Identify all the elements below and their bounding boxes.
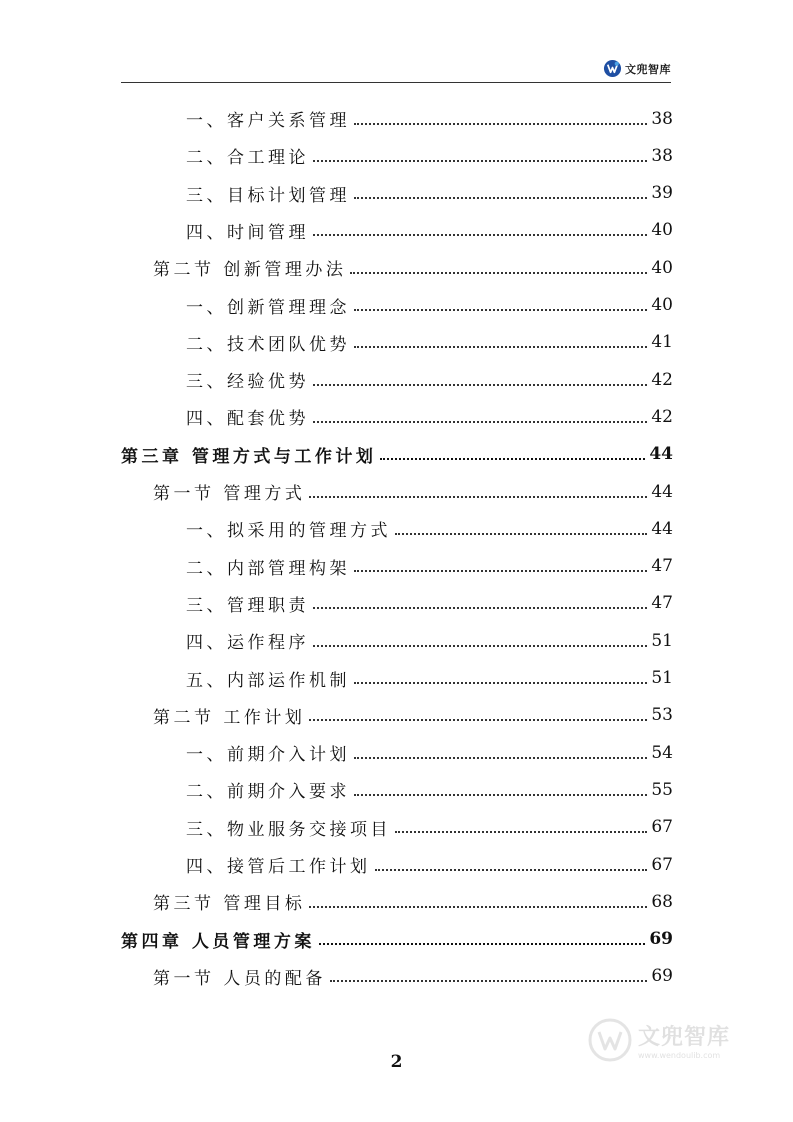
toc-dot-leader xyxy=(354,197,647,199)
toc-dot-leader xyxy=(354,309,647,311)
toc-entry-title: 一、创新管理理念 xyxy=(186,297,350,318)
toc-entry-page: 40 xyxy=(651,257,673,278)
toc-entry-item[interactable] xyxy=(186,287,673,324)
toc-dot-leader xyxy=(313,421,647,423)
watermark-name: 文兜智库 xyxy=(638,1025,731,1050)
toc-entry-page: 69 xyxy=(649,929,673,950)
toc-entry-title: 一、客户关系管理 xyxy=(186,111,350,131)
toc-dot-leader xyxy=(319,943,645,945)
toc-entry-title: 第四章 人员管理方案 xyxy=(121,931,315,952)
toc-entry-page: 38 xyxy=(651,145,673,166)
toc-entry-page: 51 xyxy=(651,630,673,651)
header-logo-text: 文兜智库 xyxy=(625,62,671,76)
toc-dot-leader xyxy=(313,384,647,386)
toc-entry-page: 67 xyxy=(651,817,673,838)
toc-entry-item[interactable] xyxy=(186,398,673,435)
toc-dot-leader xyxy=(354,123,647,125)
toc-entry-item[interactable] xyxy=(186,548,673,585)
toc-entry-page: 39 xyxy=(651,183,673,204)
toc-entry-title: 四、运作程序 xyxy=(186,633,309,654)
toc-dot-leader xyxy=(375,869,648,871)
toc-entry-item[interactable] xyxy=(186,137,673,174)
toc-entry-page: 47 xyxy=(651,593,673,614)
toc-entry-title: 五、内部运作机制 xyxy=(186,670,350,691)
toc-entry-item[interactable] xyxy=(186,846,673,883)
toc-dot-leader xyxy=(309,496,647,498)
toc-entry-title: 第二节 创新管理办法 xyxy=(153,260,347,281)
toc-dot-leader xyxy=(313,160,647,162)
toc-entry-chapter[interactable] xyxy=(121,921,673,958)
header-divider xyxy=(121,82,671,83)
toc-entry-section[interactable] xyxy=(153,958,673,995)
toc-entry-title: 一、前期介入计划 xyxy=(186,745,350,766)
toc-dot-leader xyxy=(354,757,647,759)
toc-dot-leader xyxy=(350,272,647,274)
toc-entry-page: 68 xyxy=(651,891,673,912)
toc-entry-item[interactable] xyxy=(186,361,673,398)
toc-entry-title: 三、经验优势 xyxy=(186,372,309,393)
page-number: 2 xyxy=(390,1052,403,1072)
toc-dot-leader xyxy=(330,980,647,982)
toc-entry-title: 第一节 管理方式 xyxy=(153,484,306,504)
wendou-logo-icon xyxy=(603,59,622,78)
toc-entry-page: 38 xyxy=(651,108,673,129)
toc-dot-leader xyxy=(313,234,647,236)
toc-dot-leader xyxy=(309,719,647,721)
toc-entry-page: 47 xyxy=(651,556,673,577)
toc-entry-item[interactable] xyxy=(186,660,673,697)
toc-dot-leader xyxy=(395,831,647,833)
watermark xyxy=(588,1018,730,1062)
toc-entry-page: 51 xyxy=(651,668,673,688)
toc-dot-leader xyxy=(380,458,645,460)
toc-entry-item[interactable] xyxy=(186,771,673,808)
toc-entry-item[interactable] xyxy=(186,585,673,622)
toc-entry-title: 四、时间管理 xyxy=(186,222,309,243)
toc-entry-title: 三、管理职责 xyxy=(186,595,309,616)
toc-entry-page: 69 xyxy=(651,966,673,987)
watermark-url: www.wendoulib.com xyxy=(638,1051,721,1060)
toc-dot-leader xyxy=(354,346,647,348)
toc-entry-page: 44 xyxy=(649,444,673,465)
toc-entry-title: 二、前期介入要求 xyxy=(186,782,350,803)
header-logo xyxy=(603,59,671,78)
toc-entry-title: 三、目标计划管理 xyxy=(186,185,350,206)
toc-entry-page: 55 xyxy=(651,779,673,800)
toc-entry-page: 53 xyxy=(651,705,673,726)
toc-entry-title: 二、技术团队优势 xyxy=(186,334,350,355)
toc-entry-title: 一、拟采用的管理方式 xyxy=(186,521,391,542)
toc-entry-page: 54 xyxy=(651,742,673,763)
toc-dot-leader xyxy=(313,645,647,647)
toc-dot-leader xyxy=(313,607,647,609)
toc-entry-section[interactable] xyxy=(153,883,673,920)
toc-entry-title: 二、合工理论 xyxy=(186,148,309,169)
toc-entry-title: 第三节 管理目标 xyxy=(153,894,306,915)
toc-entry-page: 67 xyxy=(651,854,673,875)
toc-entry-page: 42 xyxy=(651,369,673,390)
toc-entry-item[interactable] xyxy=(186,100,673,137)
toc-dot-leader xyxy=(354,794,647,796)
toc-entry-title: 三、物业服务交接项目 xyxy=(186,819,391,840)
toc-dot-leader xyxy=(309,906,647,908)
toc-entry-section[interactable] xyxy=(153,249,673,286)
toc-entry-page: 42 xyxy=(651,406,673,427)
toc-entry-chapter[interactable] xyxy=(121,436,673,473)
toc-entry-title: 第一节 人员的配备 xyxy=(153,968,326,989)
toc-entry-title: 第三章 管理方式与工作计划 xyxy=(121,446,377,467)
toc-entry-item[interactable] xyxy=(186,809,673,846)
toc-dot-leader xyxy=(354,570,647,572)
wendou-watermark-icon xyxy=(588,1018,632,1062)
toc-entry-title: 二、内部管理构架 xyxy=(186,558,350,579)
toc-entry-page: 41 xyxy=(651,332,673,353)
toc-entry-page: 44 xyxy=(651,481,673,502)
toc-entry-title: 第二节 工作计划 xyxy=(153,707,306,728)
toc-entry-item[interactable] xyxy=(186,510,673,547)
toc-entry-page: 44 xyxy=(651,518,673,539)
toc-dot-leader xyxy=(395,533,647,535)
toc-entry-item[interactable] xyxy=(186,622,673,659)
toc-dot-leader xyxy=(354,682,647,684)
toc-entry-item[interactable] xyxy=(186,324,673,361)
toc-entry-title: 四、接管后工作计划 xyxy=(186,857,371,877)
toc-entry-page: 40 xyxy=(651,295,673,315)
toc-entry-page: 40 xyxy=(651,220,673,241)
toc-entry-title: 四、配套优势 xyxy=(186,409,309,430)
toc-entry-section[interactable] xyxy=(153,697,673,734)
toc-entry-item[interactable] xyxy=(186,175,673,212)
toc-entry-item[interactable] xyxy=(186,212,673,249)
toc-entry-section[interactable] xyxy=(153,473,673,510)
toc-entry-item[interactable] xyxy=(186,734,673,771)
